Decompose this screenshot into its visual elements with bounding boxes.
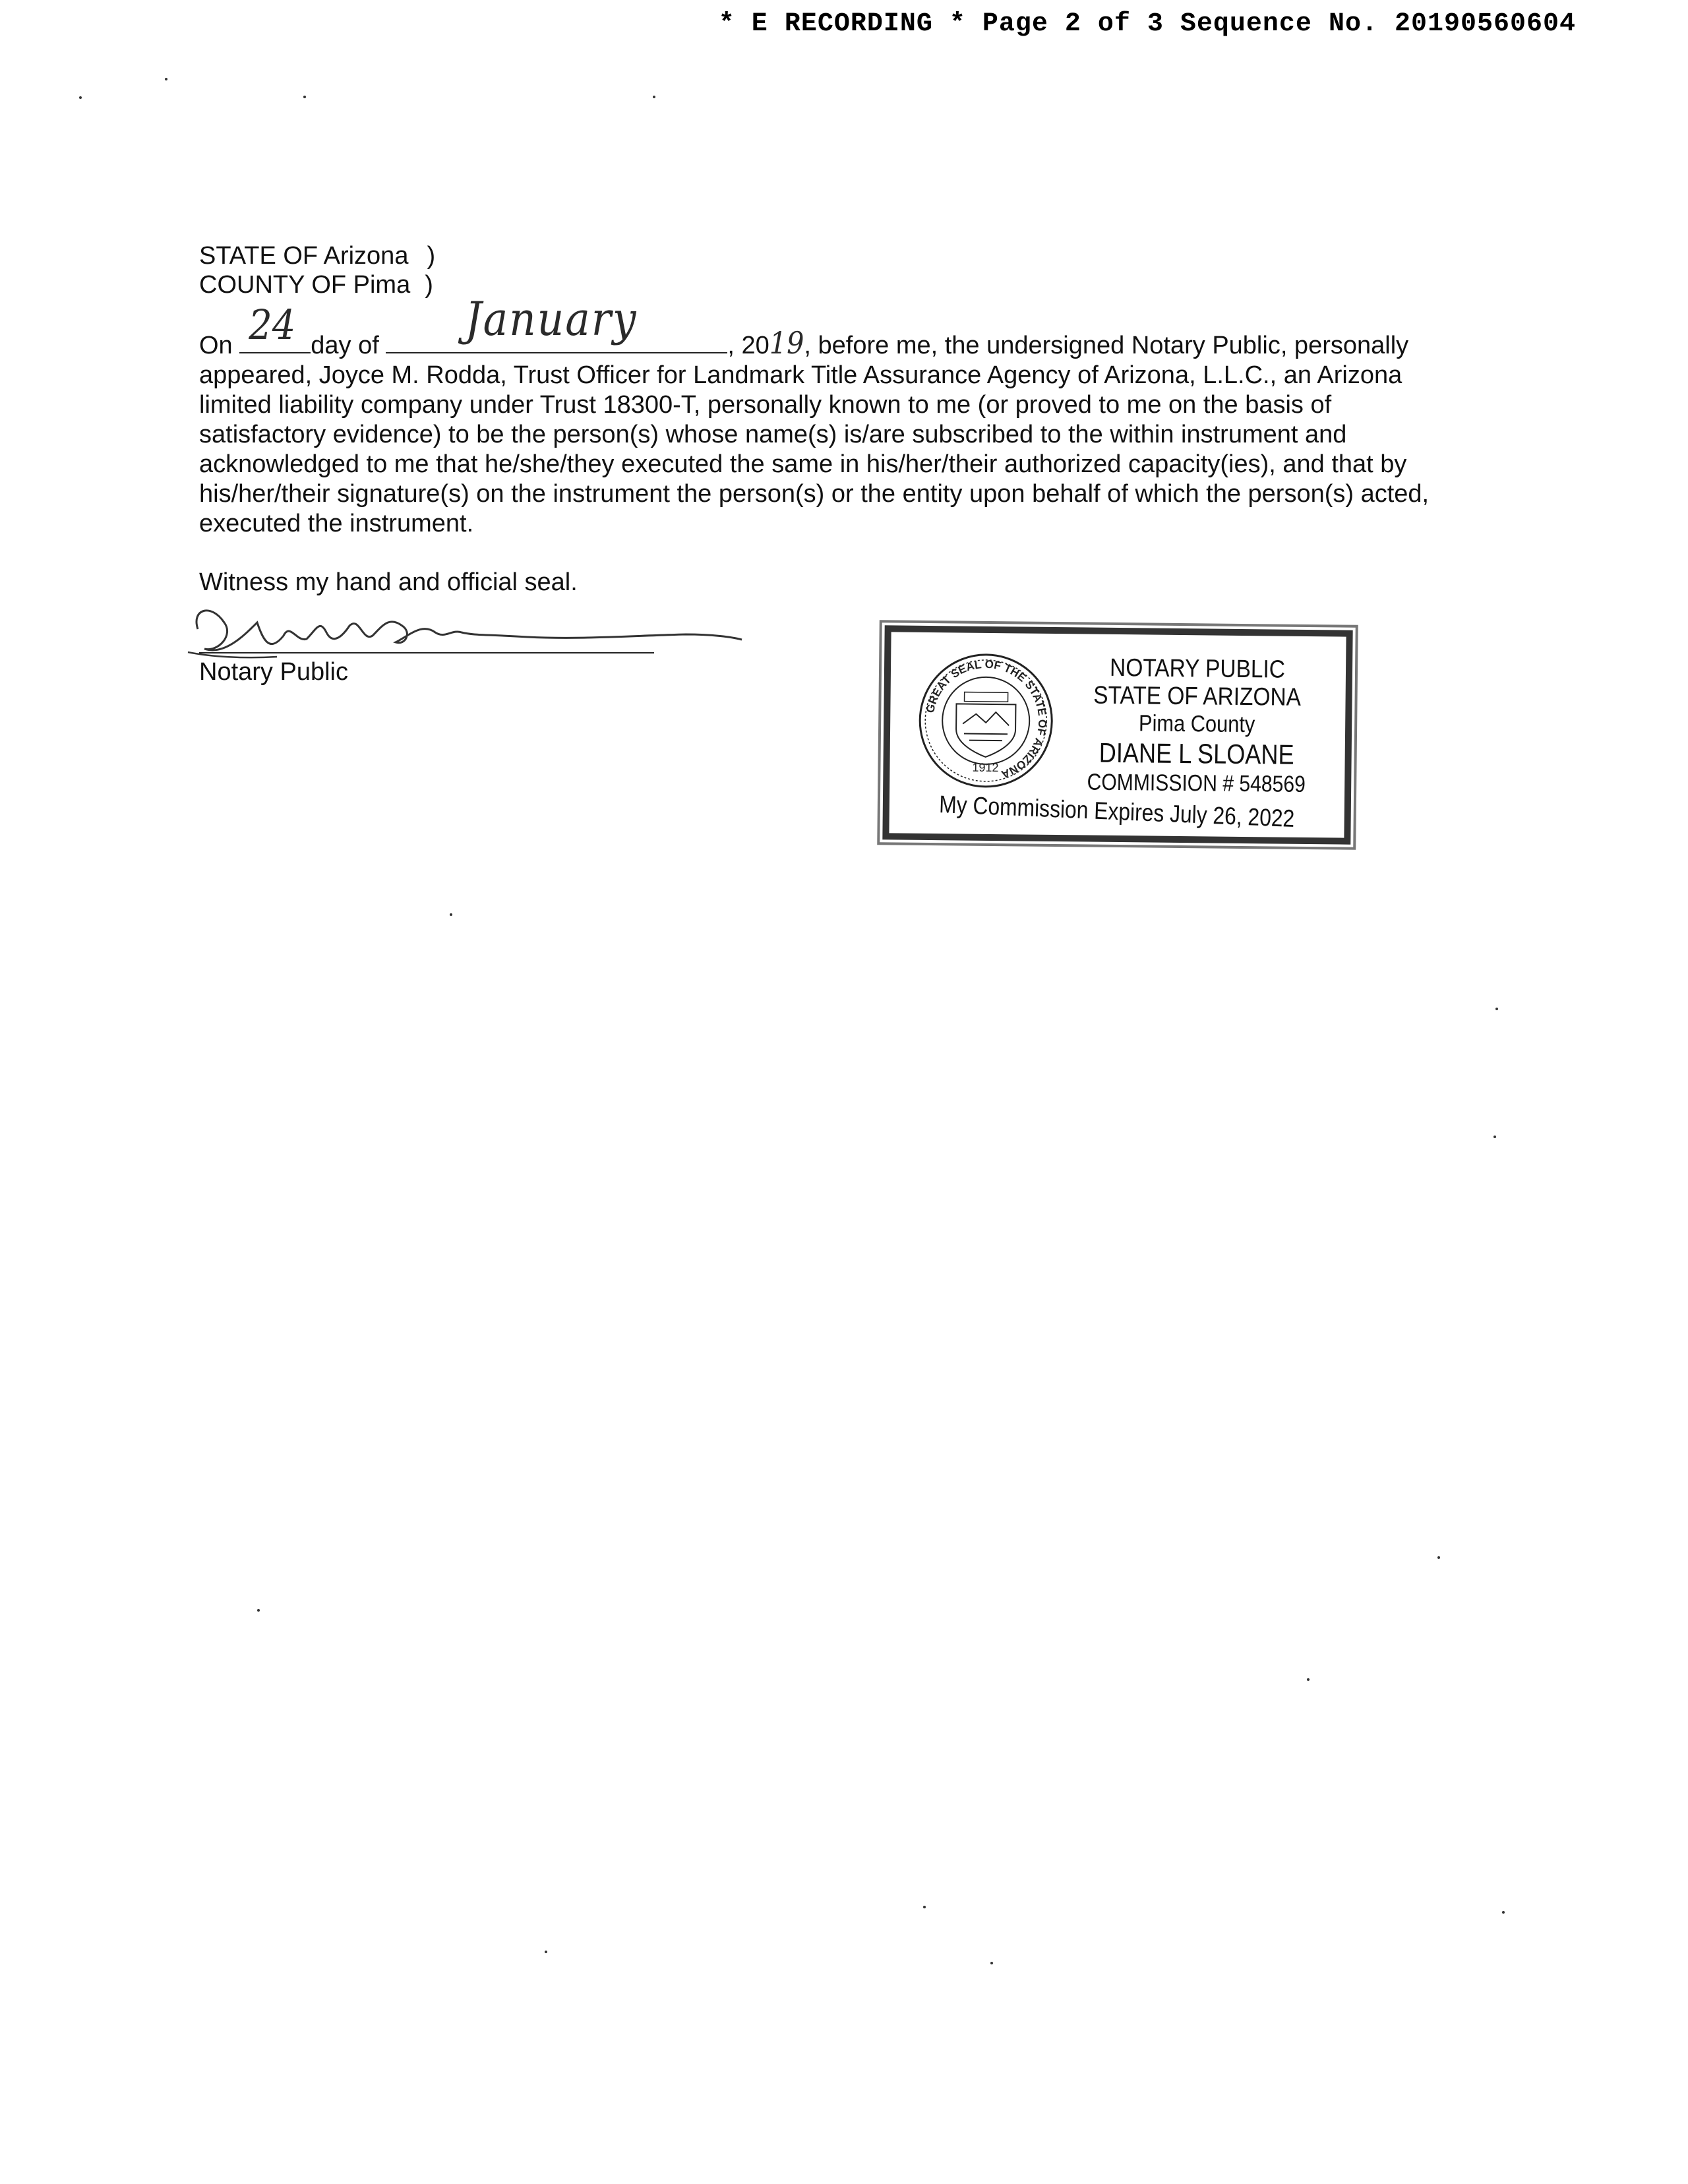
month-handwritten: January: [465, 292, 638, 346]
seal-commission: COMMISSION # 548569: [1087, 769, 1306, 797]
ack-line-5: acknowledged to me that he/she/they executed the same in his/her/their authorized capacity(ies), and that by: [199, 450, 1407, 478]
scan-speck: [1437, 1556, 1440, 1559]
ack-line-4: satisfactory evidence) to be the person(s) whose name(s) is/are subscribed to the within instrument and: [199, 421, 1347, 448]
year-handwritten: 19: [769, 325, 804, 361]
day-blank: [239, 301, 311, 353]
day-of-words: day of: [311, 332, 379, 359]
scan-speck: [257, 1609, 260, 1612]
county-text: COUNTY OF Pima: [199, 271, 411, 299]
state-text: STATE OF Arizona: [199, 242, 409, 270]
month-blank: [386, 292, 727, 353]
on-word: On: [199, 332, 233, 359]
recording-stamp: * E RECORDING * Page 2 of 3 Sequence No. 20190560604: [718, 9, 1576, 39]
scan-speck: [653, 96, 655, 98]
notary-seal-stamp: [882, 625, 1352, 844]
ack-line-3: limited liability company under Trust 18300-T, personally known to me (or proved to me on the basis of: [199, 391, 1332, 419]
county-line: [199, 270, 435, 299]
venue-block: [199, 241, 435, 299]
seal-county: Pima County: [1138, 710, 1255, 738]
state-paren: ): [427, 242, 436, 270]
ack-line-6: his/her/their signature(s) on the instrument the person(s) or the entity upon behalf of which the person(s) acted,: [199, 480, 1430, 508]
day-handwritten: 24: [249, 301, 296, 349]
scan-speck: [545, 1951, 547, 1953]
ack-line-1: [199, 292, 1478, 361]
scan-speck: [450, 913, 452, 916]
scan-speck: [1493, 1136, 1496, 1138]
state-line: [199, 241, 435, 270]
scan-speck: [923, 1906, 926, 1908]
great-seal-year: 1912: [972, 760, 999, 775]
seal-state: STATE OF ARIZONA: [1093, 681, 1302, 712]
seal-notary-name: DIANE L SLOANE: [1099, 737, 1294, 770]
scan-speck: [79, 96, 82, 99]
ack-line-7: executed the instrument.: [199, 510, 474, 537]
scan-speck: [303, 96, 306, 98]
year-prefix: , 20: [727, 332, 769, 359]
scan-speck: [1502, 1911, 1505, 1914]
scan-speck: [990, 1962, 993, 1964]
acknowledgment-paragraph: [199, 292, 1478, 539]
seal-text-block: [1064, 653, 1329, 799]
signature-line: [199, 652, 654, 653]
scan-speck: [1495, 1008, 1498, 1010]
ack-line-1-rest: , before me, the undersigned Notary Public, personally: [804, 332, 1409, 359]
great-seal-of-arizona-icon: [916, 651, 1056, 791]
witness-statement: Witness my hand and official seal.: [199, 568, 578, 596]
county-paren: ): [425, 271, 433, 299]
great-seal-text: GREAT SEAL OF THE STATE OF ARIZONA: [924, 657, 1049, 781]
notary-public-label: Notary Public: [199, 658, 348, 686]
scan-speck: [165, 78, 167, 80]
seal-title: NOTARY PUBLIC: [1109, 653, 1286, 684]
scan-speck: [1307, 1678, 1310, 1681]
ack-line-2: appeared, Joyce M. Rodda, Trust Officer for Landmark Title Assurance Agency of Arizona, L.L.C., an Arizona: [199, 361, 1402, 389]
seal-expiration: My Commission Expires July 26, 2022: [938, 790, 1295, 833]
